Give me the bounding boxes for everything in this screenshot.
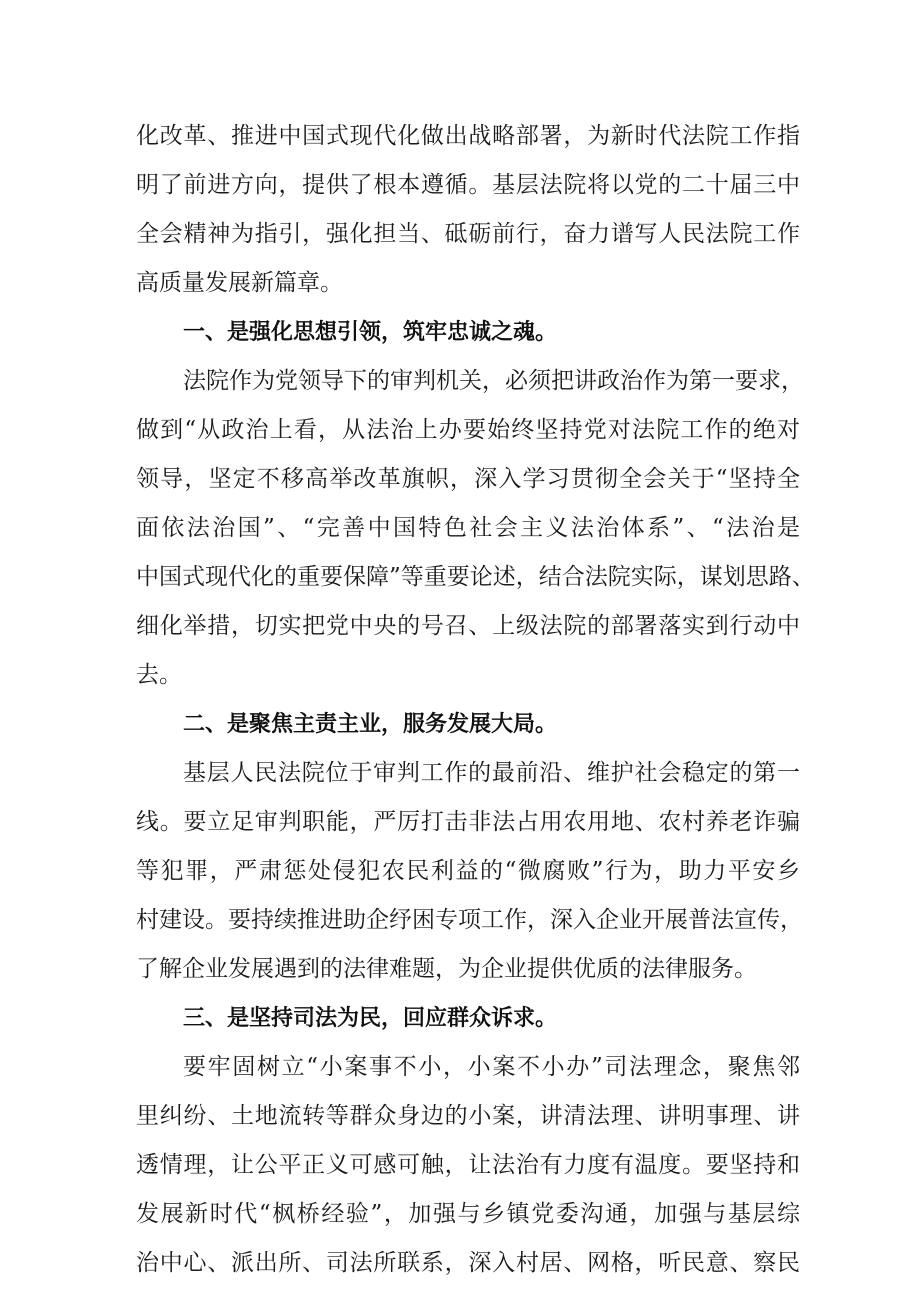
text-line: 治中心、派出所、司法所联系，深入村居、网格，听民意、察民 xyxy=(136,1250,800,1276)
section-heading: 三、是坚持司法为民，回应群众诉求。 xyxy=(183,1006,558,1031)
text-line: 全会精神为指引，强化担当、砥砺前行，奋力谱写人民法院工作 xyxy=(136,221,800,247)
text-line: 领导，坚定不移高举改革旗帜，深入学习贯彻全会关于“坚持全 xyxy=(136,466,800,492)
intro-paragraph xyxy=(136,112,800,308)
section-3 xyxy=(136,994,800,1288)
section-heading: 二、是聚焦主责主业，服务发展大局。 xyxy=(183,712,558,737)
section-heading: 一、是强化思想引领，筑牢忠诚之魂。 xyxy=(183,320,558,345)
text-line: 了解企业发展遇到的法律难题，为企业提供优质的法律服务。 xyxy=(136,956,757,982)
text-line: 去。 xyxy=(136,662,182,688)
text-line: 做到“从政治上看，从法治上办要始终坚持党对法院工作的绝对 xyxy=(136,417,800,443)
text-line: 面依法治国”、“完善中国特色社会主义法治体系”、“法治是 xyxy=(136,515,800,541)
text-line: 明了前进方向，提供了根本遵循。基层法院将以党的二十届三中 xyxy=(136,172,800,198)
text-line: 发展新时代“枫桥经验”，加强与乡镇党委沟通，加强与基层综 xyxy=(136,1201,800,1227)
text-line: 化改革、推进中国式现代化做出战略部署，为新时代法院工作指 xyxy=(136,123,800,149)
text-line: 里纠纷、土地流转等群众身边的小案，讲清法理、讲明事理、讲 xyxy=(136,1103,800,1129)
section-1 xyxy=(136,308,815,700)
text-line: 高质量发展新篇章。 xyxy=(136,270,343,296)
document-body xyxy=(136,112,815,1288)
text-line: 透情理，让公平正义可感可触，让法治有力度有温度。要坚持和 xyxy=(136,1152,800,1178)
text-line: 要牢固树立“小案事不小，小案不小办”司法理念，聚焦邻 xyxy=(183,1054,800,1080)
text-line: 细化举措，切实把党中央的号召、上级法院的部署落实到行动中 xyxy=(136,613,800,639)
section-2 xyxy=(136,700,803,994)
text-line: 中国式现代化的重要保障”等重要论述，结合法院实际，谋划思路、 xyxy=(136,564,815,590)
text-line: 线。要立足审判职能，严厉打击非法占用农用地、农村养老诈骗 xyxy=(136,809,800,835)
text-line: 基层人民法院位于审判工作的最前沿、维护社会稳定的第一 xyxy=(183,760,800,786)
text-line: 等犯罪，严肃惩处侵犯农民利益的“微腐败”行为，助力平安乡 xyxy=(136,858,800,884)
text-line: 村建设。要持续推进助企纾困专项工作，深入企业开展普法宣传， xyxy=(136,907,803,933)
text-line: 法院作为党领导下的审判机关，必须把讲政治作为第一要求， xyxy=(183,368,804,394)
